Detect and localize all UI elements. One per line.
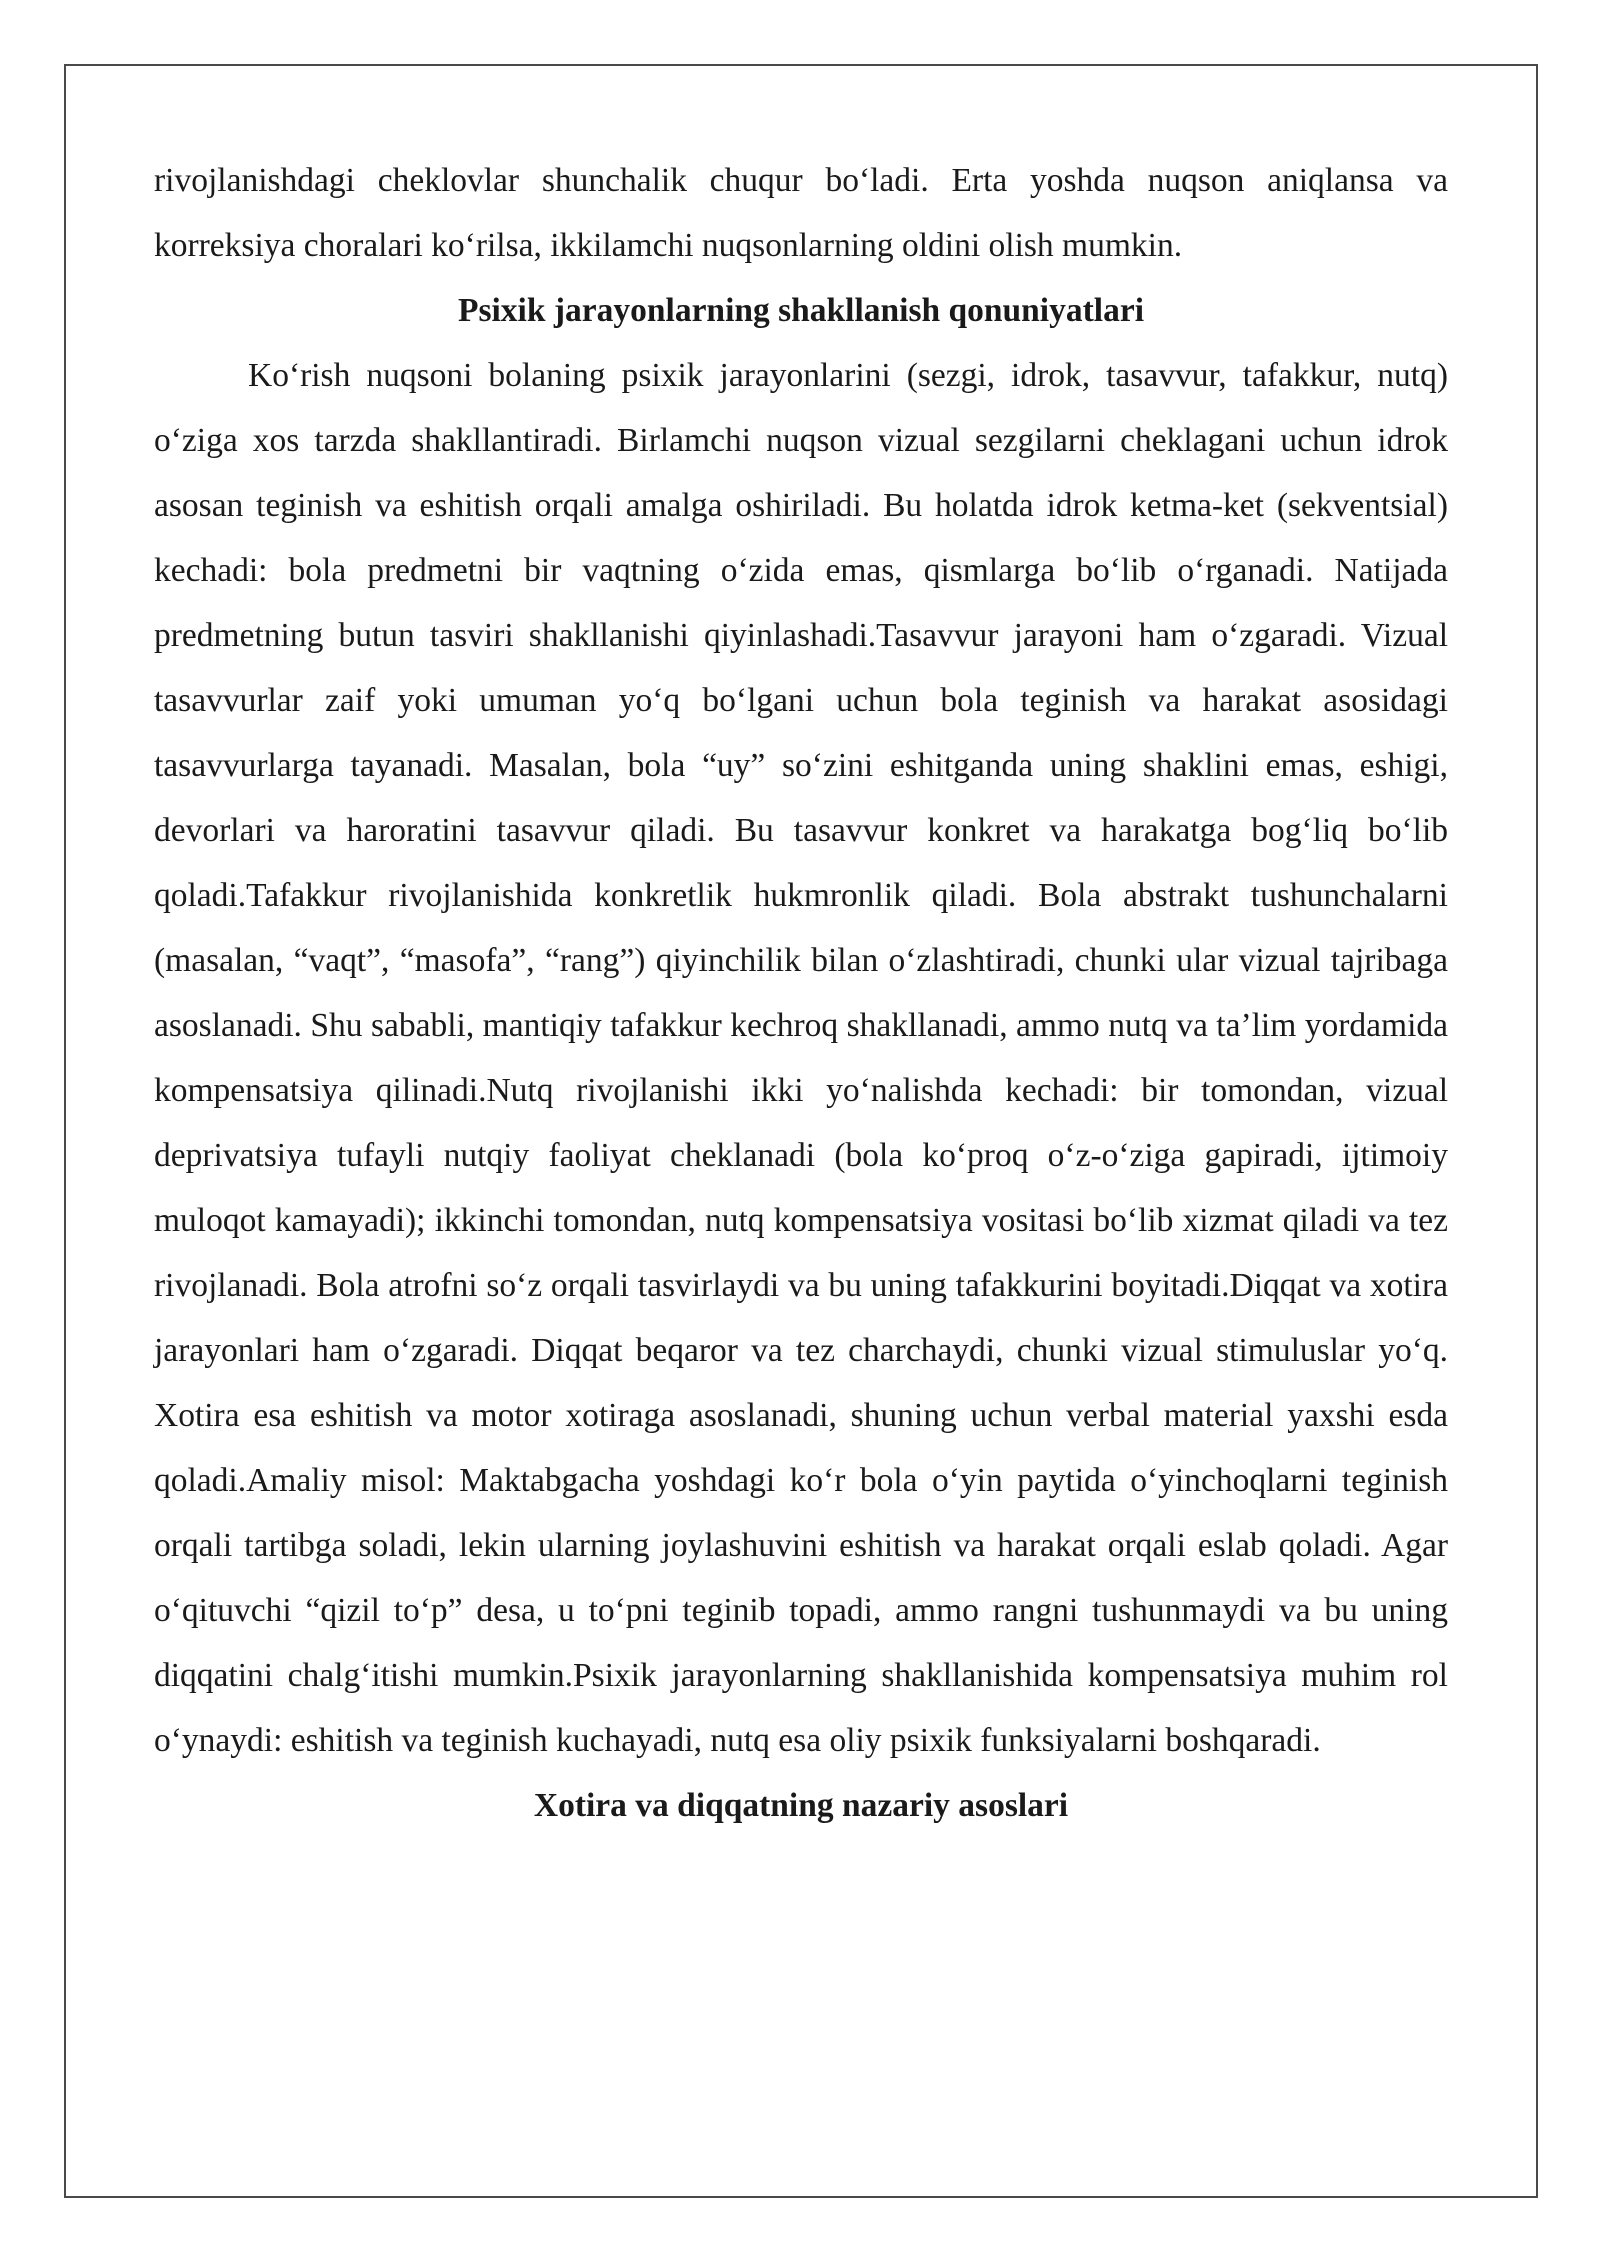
- main-paragraph: Ko‘rish nuqsoni bolaning psixik jarayonlarini (sezgi, idrok, tasavvur, tafakkur, nutq) o‘ziga xos tarzda shakllantiradi. Birlamchi nuqson vizual sezgilarni cheklagani uchun idrok asosan teginish va eshitish orqali amalga oshiriladi. Bu holatda idrok ketma-ket (sekventsial) kechadi: bola predmetni bir vaqtning o‘zida emas, qismlarga bo‘lib o‘rganadi. Natijada predmetning butun tasviri shakllanishi qiyinlashadi.Tasavvur jarayoni ham o‘zgaradi. Vizual tasavvurlar zaif yoki umuman yo‘q bo‘lgani uchun bola teginish va harakat asosidagi tasavvurlarga tayanadi. Masalan, bola “uy” so‘zini eshitganda uning shaklini emas, eshigi, devorlari va haroratini tasavvur qiladi. Bu tasavvur konkret va harakatga bog‘liq bo‘lib qoladi.Tafakkur rivojlanishida konkretlik hukmronlik qiladi. Bola abstrakt tushunchalarni (masalan, “vaqt”, “masofa”, “rang”) qiyinchilik bilan o‘zlashtiradi, chunki ular vizual tajribaga asoslanadi. Shu sababli, mantiqiy tafakkur kechroq shakllanadi, ammo nutq va ta’lim yordamida kompensatsiya qilinadi.Nutq rivojlanishi ikki yo‘nalishda kechadi: bir tomondan, vizual deprivatsiya tufayli nutqiy faoliyat cheklanadi (bola ko‘proq o‘z-o‘ziga gapiradi, ijtimoiy muloqot kamayadi); ikkinchi tomondan, nutq kompensatsiya vositasi bo‘lib xizmat qiladi va tez rivojlanadi. Bola atrofni so‘z orqali tasvirlaydi va bu uning tafakkurini boyitadi.Diqqat va xotira jarayonlari ham o‘zgaradi. Diqqat beqaror va tez charchaydi, chunki vizual stimuluslar yo‘q. Xotira esa eshitish va motor xotiraga asoslanadi, shuning uchun verbal material yaxshi esda qoladi.Amaliy misol: Maktabgacha yoshdagi ko‘r bola o‘yin paytida o‘yinchoqlarni teginish orqali tartibga soladi, lekin ularning joylashuvini eshitish va harakat orqali eslab qoladi. Agar o‘qituvchi “qizil to‘p” desa, u to‘pni teginib topadi, ammo rangni tushunmaydi va bu uning diqqatini chalg‘itishi mumkin.Psixik jarayonlarning shakllanishida kompensatsiya muhim rol o‘ynaydi: eshitish va teginish kuchayadi, nutq esa oliy psixik funksiyalarni boshqaradi.: [154, 357, 1448, 1759]
- next-section-heading: Xotira va diqqatning nazariy asoslari: [533, 1787, 1069, 1824]
- section-heading: Psixik jarayonlarning shakllanish qonuniyatlari: [457, 292, 1144, 329]
- intro-paragraph: rivojlanishdagi cheklovlar shunchalik chuqur bo‘ladi. Erta yoshda nuqson aniqlansa va korreksiya choralari ko‘rilsa, ikkilamchi nuqsonlarning oldini olish mumkin.: [154, 162, 1448, 264]
- document-body: [154, 148, 1448, 1838]
